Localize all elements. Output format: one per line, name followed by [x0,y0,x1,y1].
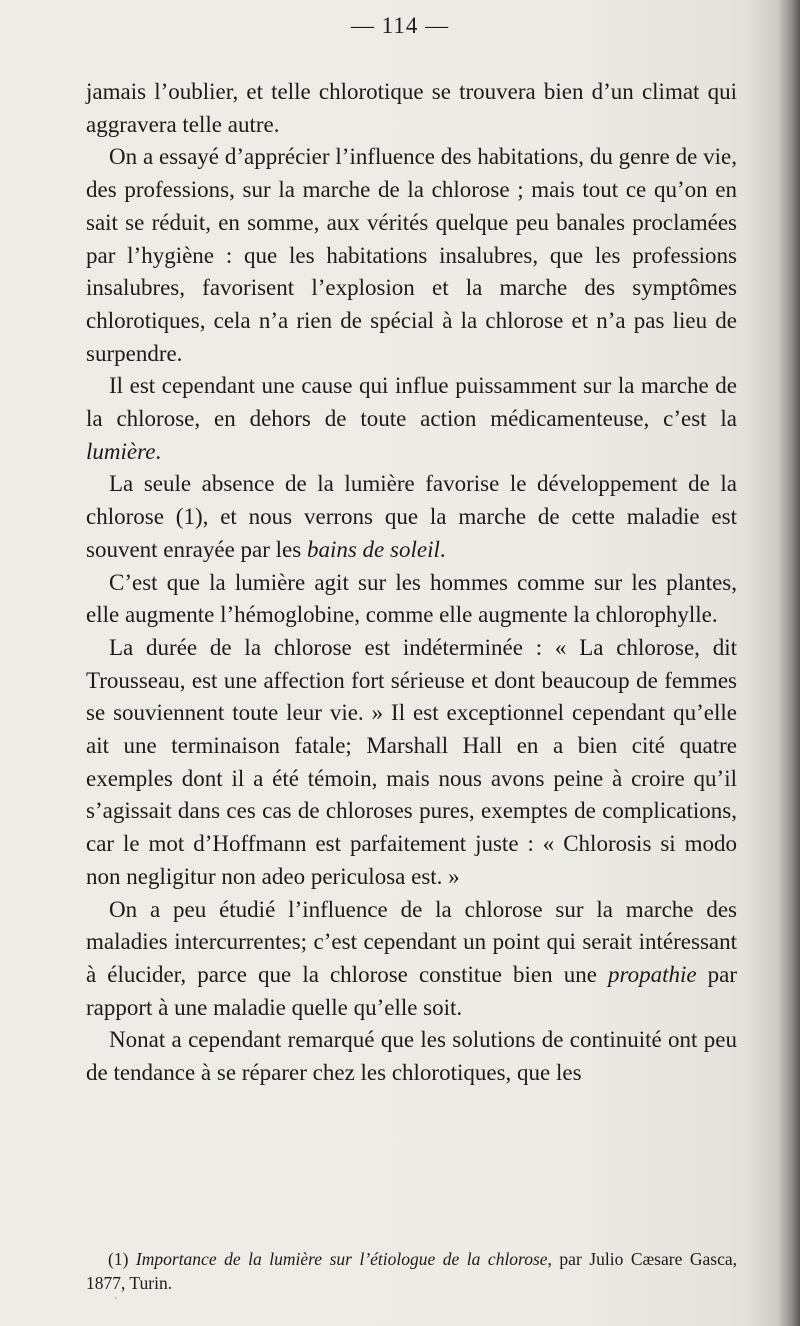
text-run: Nonat a cependant remarqué que les solutions de continuité ont peu de tendance à se réparer chez les chlorotiques, que les [86,1027,737,1086]
italic-text: Importance de la lumière sur l’étiologue de la chlorose [135,1249,548,1269]
italic-text: lumière [86,438,156,464]
paragraph [86,141,737,370]
page-edge-shadow [778,0,800,1326]
italic-text: bains de soleil [306,536,440,562]
paragraph [86,1024,737,1089]
page-number: — 114 — [350,13,450,38]
text-run: . [155,438,162,464]
italic-text: propathie [607,961,697,987]
text-run: La seule absence de la lumière favorise le développement de la chlorose (1), et nous verrons que la marche de cette maladie est souvent enrayée par les [86,471,737,562]
text-run: par rapport à une maladie quelle qu’elle soit. [86,961,737,1020]
text-run: On a peu étudié l’influence de la chlorose sur la marche des maladies intercurrentes; c’est cependant un point qui serait intéressant à élucider, parce que la chlorose constitue bien une [86,896,737,987]
text-run: Il est cependant une cause qui influe puissamment sur la marche de la chlorose, en dehors de toute action médicamenteuse, c’est la [86,373,737,432]
paragraph [86,632,737,894]
paragraph [86,894,737,1025]
print-speck: ˋ [114,1297,118,1308]
text-run: C’est que la lumière agit sur les hommes comme sur les plantes, elle augmente l’hémoglobine, comme elle augmente la chlorophylle. [86,569,737,628]
text-run: , par Julio Cæsare Gasca, 1877, Turin. [86,1249,737,1293]
paragraph [86,76,737,141]
paragraph [86,468,737,566]
footnote [86,1247,737,1295]
text-run: La durée de la chlorose est indéterminée : « La chlorose, dit Trousseau, est une affection fort sérieuse et dont beaucoup de femmes se souviennent toute leur vie. » Il est exceptionnel cependant qu’elle ait une terminaison fatale; Marshall Hall en a bien cité quatre exemples dont il a été témoin, mais nous avons peine à croire qu’il s’agissait dans ces cas de chloroses pures, exemptes de complications, car le mot d’Hoffmann est parfaitement juste : « Chlorosis si modo non negligitur non adeo periculosa est. » [86,634,737,889]
text-run: (1) [108,1249,136,1269]
body-text [86,76,737,1090]
text-run: . [439,536,446,562]
footnote-paragraph [86,1247,737,1295]
paragraph [86,567,737,632]
paragraph [86,370,737,468]
text-run: jamais l’oublier, et telle chlorotique se trouvera bien d’un climat qui aggravera telle autre. [86,79,737,137]
text-run: On a essayé d’apprécier l’influence des habitations, du genre de vie, des professions, sur la marche de la chlorose ; mais tout ce qu’on en sait se réduit, en somme, aux vérités quelque peu banales proclamées par l’hygiène : que les habitations insalubres, que les professions insalubres, favorisent l’explosion et la marche des symptômes chlorotiques, cela n’a rien de spécial à la chlorose et n’a pas lieu de surpendre. [86,144,737,366]
